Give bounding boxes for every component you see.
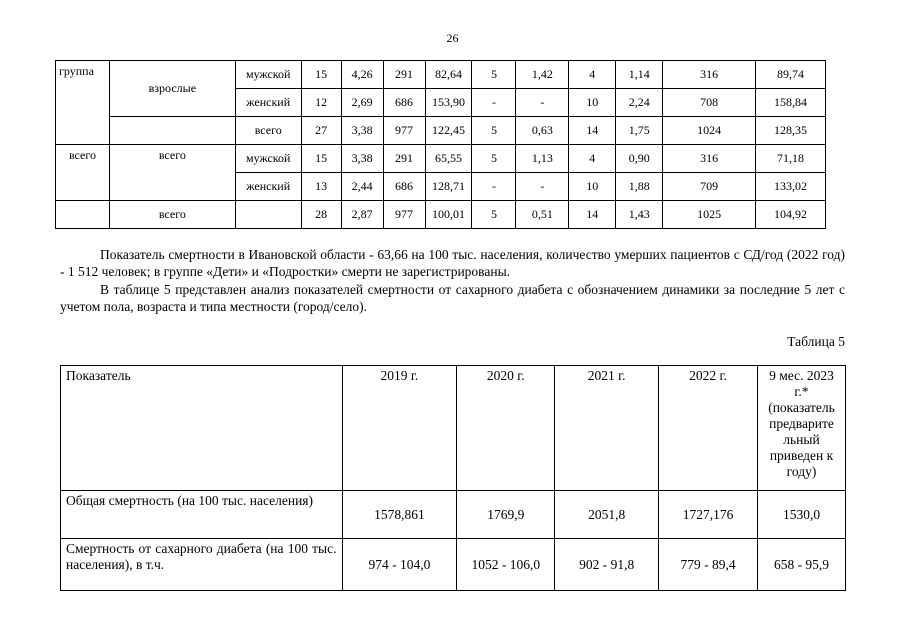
value-cell: 2,69	[341, 89, 383, 117]
group-cell: всего	[56, 145, 110, 201]
sex-cell: женский	[235, 173, 301, 201]
value-cell: 0,90	[616, 145, 663, 173]
header-2019: 2019 г.	[342, 366, 457, 491]
value-cell: 977	[383, 201, 425, 229]
value-cell: 1727,176	[659, 491, 758, 539]
value-cell: 128,71	[425, 173, 472, 201]
value-cell: 1,14	[616, 61, 663, 89]
value-cell: 1769,9	[457, 491, 555, 539]
value-cell: 10	[569, 89, 616, 117]
value-cell: -	[472, 173, 516, 201]
value-cell: 5	[472, 145, 516, 173]
table-row	[56, 145, 826, 173]
age-cell: всего	[109, 201, 235, 229]
value-cell: 658 - 95,9	[758, 539, 846, 591]
value-cell: 291	[383, 145, 425, 173]
empty-cell	[235, 201, 301, 229]
page-number: 26	[446, 31, 459, 45]
value-cell: 13	[301, 173, 341, 201]
value-cell: 291	[383, 61, 425, 89]
value-cell: 65,55	[425, 145, 472, 173]
value-cell: 128,35	[755, 117, 825, 145]
table-row	[56, 61, 826, 89]
value-cell: 1,13	[516, 145, 569, 173]
age-cell: взрослые	[109, 61, 235, 117]
value-cell: 27	[301, 117, 341, 145]
value-cell: 82,64	[425, 61, 472, 89]
value-cell: 709	[663, 173, 756, 201]
value-cell: 12	[301, 89, 341, 117]
header-2021: 2021 г.	[555, 366, 659, 491]
value-cell: 2,24	[616, 89, 663, 117]
value-cell: 1025	[663, 201, 756, 229]
value-cell: -	[472, 89, 516, 117]
sex-cell: всего	[235, 117, 301, 145]
value-cell: 4	[569, 61, 616, 89]
table-row	[56, 201, 826, 229]
table-caption: Таблица 5	[787, 334, 845, 349]
value-cell: 153,90	[425, 89, 472, 117]
value-cell: -	[516, 89, 569, 117]
table-5	[60, 365, 846, 591]
value-cell: 158,84	[755, 89, 825, 117]
value-cell: 2,44	[341, 173, 383, 201]
value-cell: 2,87	[341, 201, 383, 229]
value-cell: 4	[569, 145, 616, 173]
value-cell: 316	[663, 61, 756, 89]
value-cell: 686	[383, 173, 425, 201]
sex-cell: мужской	[235, 61, 301, 89]
value-cell: 1024	[663, 117, 756, 145]
value-cell: 1530,0	[758, 491, 846, 539]
value-cell: 0,51	[516, 201, 569, 229]
value-cell: 686	[383, 89, 425, 117]
value-cell: 1,75	[616, 117, 663, 145]
table-row	[56, 117, 826, 145]
sex-cell: мужской	[235, 145, 301, 173]
value-cell: 5	[472, 201, 516, 229]
value-cell: 15	[301, 145, 341, 173]
value-cell: 1,88	[616, 173, 663, 201]
value-cell: 14	[569, 117, 616, 145]
header-indicator: Показатель	[61, 366, 343, 491]
value-cell: 10	[569, 173, 616, 201]
value-cell: 708	[663, 89, 756, 117]
value-cell: 5	[472, 61, 516, 89]
value-cell: 100,01	[425, 201, 472, 229]
value-cell: 71,18	[755, 145, 825, 173]
value-cell: 15	[301, 61, 341, 89]
value-cell: 14	[569, 201, 616, 229]
value-cell: 0,63	[516, 117, 569, 145]
value-cell: 5	[472, 117, 516, 145]
row-label: Общая смертность (на 100 тыс. населения)	[61, 491, 343, 539]
paragraph-table5-intro: В таблице 5 представлен анализ показателей смертности от сахарного диабета с обозначением динамики за последние 5 лет с учетом пола, возраста и типа местности (город/село).	[60, 282, 845, 314]
row-label: Смертность от сахарного диабета (на 100 тыс. населения), в т.ч.	[61, 539, 343, 591]
value-cell: 779 - 89,4	[659, 539, 758, 591]
value-cell: 977	[383, 117, 425, 145]
value-cell: 1,42	[516, 61, 569, 89]
table-row	[61, 539, 846, 591]
value-cell: 1,43	[616, 201, 663, 229]
header-2020: 2020 г.	[457, 366, 555, 491]
value-cell: 89,74	[755, 61, 825, 89]
value-cell: 3,38	[341, 145, 383, 173]
header-2023: 9 мес. 2023 г.* (показатель предварите льный приведен к году)	[758, 366, 846, 491]
value-cell: 133,02	[755, 173, 825, 201]
value-cell: -	[516, 173, 569, 201]
value-cell: 974 - 104,0	[342, 539, 457, 591]
value-cell: 316	[663, 145, 756, 173]
table-row	[61, 491, 846, 539]
value-cell: 122,45	[425, 117, 472, 145]
value-cell: 28	[301, 201, 341, 229]
value-cell: 902 - 91,8	[555, 539, 659, 591]
header-2022: 2022 г.	[659, 366, 758, 491]
value-cell: 2051,8	[555, 491, 659, 539]
value-cell: 3,38	[341, 117, 383, 145]
value-cell: 104,92	[755, 201, 825, 229]
value-cell: 4,26	[341, 61, 383, 89]
sex-cell: женский	[235, 89, 301, 117]
value-cell: 1578,861	[342, 491, 457, 539]
empty-cell	[109, 117, 235, 145]
mortality-table-continued	[55, 60, 826, 229]
group-cell: группа	[56, 61, 110, 145]
empty-cell	[56, 201, 110, 229]
table-header-row	[61, 366, 846, 491]
value-cell: 1052 - 106,0	[457, 539, 555, 591]
paragraph-mortality: Показатель смертности в Ивановской области - 63,66 на 100 тыс. населения, количество умерших пациентов с СД/год (2022 год) - 1 512 человек; в группе «Дети» и «Подростки» смерти не зарегистрированы.	[60, 247, 845, 279]
age-cell: всего	[109, 145, 235, 201]
